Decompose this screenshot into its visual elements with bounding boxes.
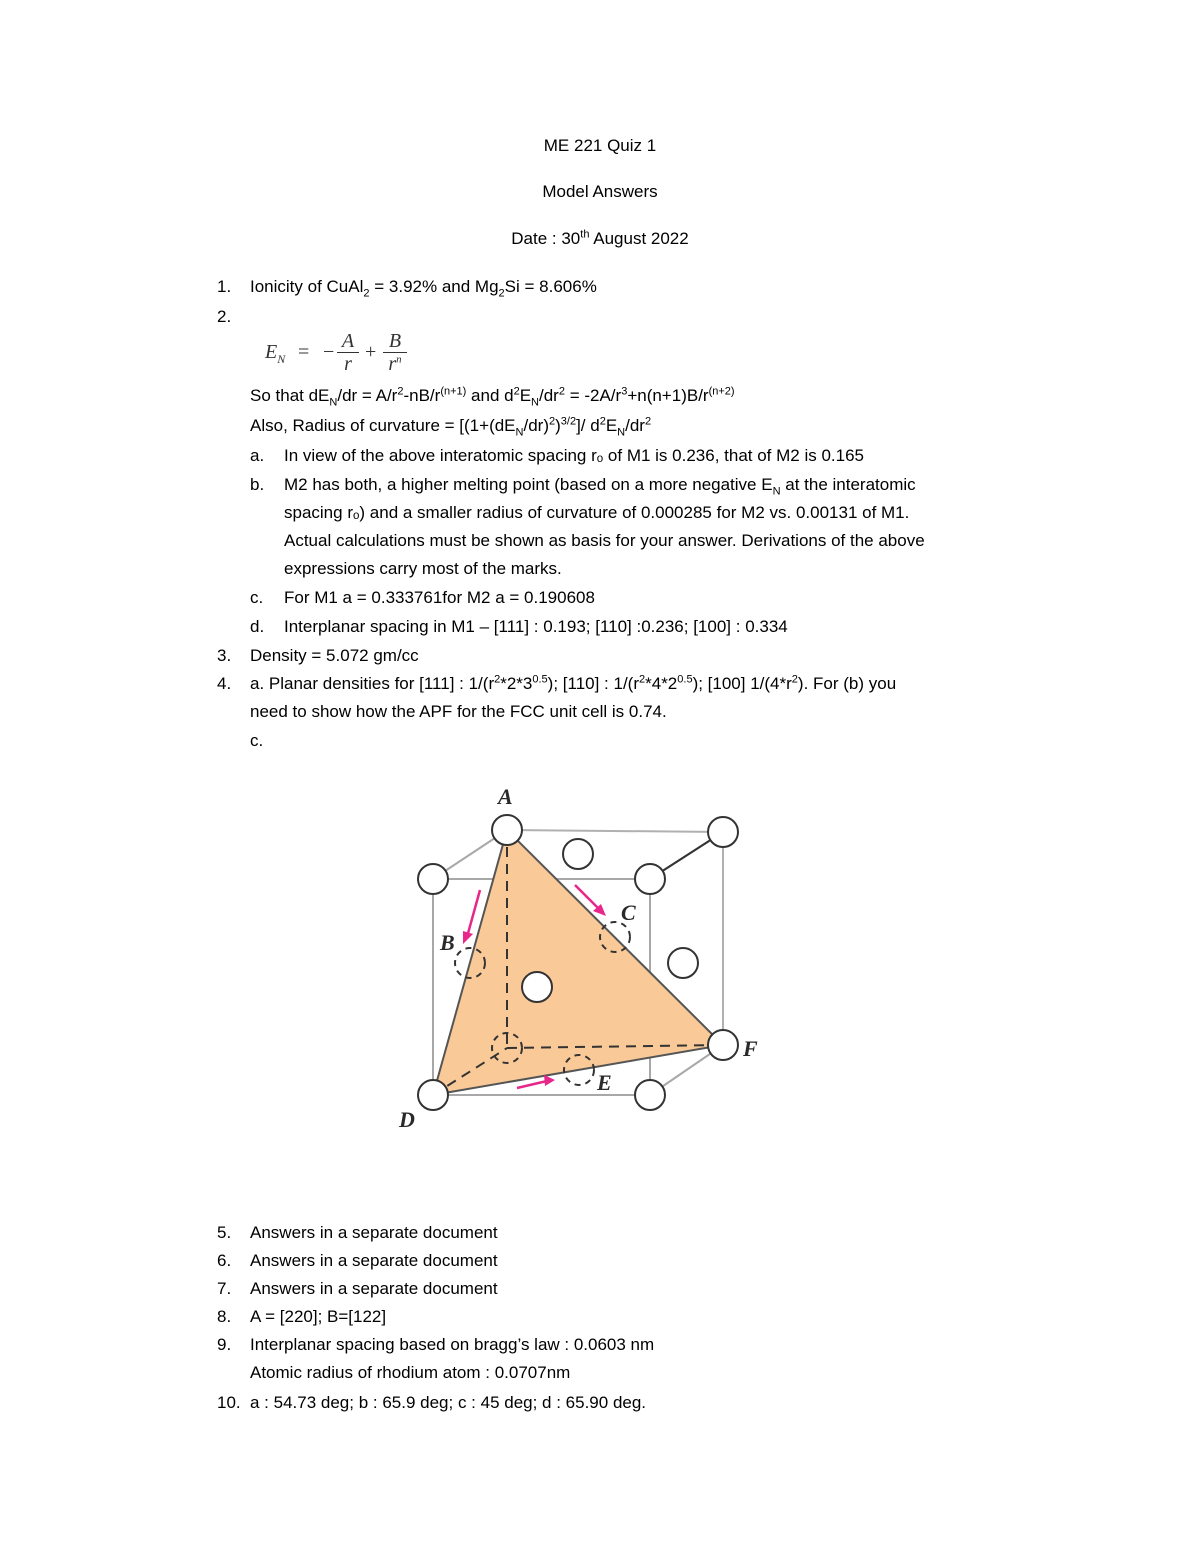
answer-number: 5. [217,1223,232,1242]
answer-number: 6. [217,1251,232,1270]
answer-text: a : 54.73 deg; b : 65.9 deg; c : 45 deg; d : 65.90 deg. [250,1393,647,1412]
q2b-line-2: spacing rₒ) and a smaller radius of curvature of 0.000285 for M2 vs. 0.00131 of M1. [284,503,910,522]
answer-number: 7. [217,1279,232,1298]
q2a-label: a. [250,446,265,465]
answer-number: 8. [217,1307,232,1326]
answer-text: Atomic radius of rhodium atom : 0.0707nm [250,1363,571,1382]
label-C: C [621,900,636,925]
answer-text: Answers in a separate document [250,1279,498,1298]
q3-answer: Density = 5.072 gm/cc [250,646,419,665]
label-E: E [597,1070,612,1095]
fcc-unit-cell-figure [385,780,785,1140]
answer-text: A = [220]; B=[122] [250,1307,387,1326]
q2c-label: c. [250,588,264,607]
q2a-answer: In view of the above interatomic spacing rₒ of M1 is 0.236, that of M2 is 0.165 [284,446,865,465]
answer-text: Answers in a separate document [250,1251,498,1270]
answer-text: Interplanar spacing based on bragg’s law : 0.0603 nm [250,1335,655,1354]
q2d-label: d. [250,617,265,636]
label-F: F [743,1036,758,1061]
atom-A [492,815,522,845]
q4-line-2: need to show how the APF for the FCC unit cell is 0.74. [250,702,667,721]
q1-answer: Ionicity of CuAl$_2$ = 3.92% and $Mg_2Si = 8.606\%$ [250,277,597,300]
doc-title: ME 221 Quiz 1 [543,136,657,155]
q2-number: 2. [217,307,232,326]
atom-front-top-left [418,864,448,894]
q2d-answer: Interplanar spacing in M1 – [111] : 0.193; [110] :0.236; [100] : 0.334 [284,617,788,636]
q1-number: 1. [217,277,232,296]
answer-text: Answers in a separate document [250,1223,498,1242]
q2b-line-1: M2 has both, a higher melting point (based on a more negative $E_N$ at the interatomic [284,475,916,498]
atom-F [708,1030,738,1060]
atom-right-face [668,948,698,978]
q2-curvature-line: Also, Radius of curvature = $[(1+(dE_N/dr)^2)^{3/2}]/$ $d^2E_N/dr^2$ [250,415,652,439]
q2b-label: b. [250,475,265,494]
q4c-label: c. [250,731,264,750]
label-B: B [440,930,455,955]
q2c-answer: For M1 a = 0.333761for M2 a = 0.190608 [284,588,595,607]
atom-D [418,1080,448,1110]
atom-top-face [563,839,593,869]
atom-front-bottom-right [635,1080,665,1110]
atom-front-face [522,972,552,1002]
atom-back-top-right [708,817,738,847]
atom-front-top-right [635,864,665,894]
label-A: A [498,784,513,809]
q2b-line-3: Actual calculations must be shown as basis for your answer. Derivations of the above [284,531,925,550]
answer-number: 10. [217,1393,241,1412]
q2-derivative-line: So that $dE_N/dr = A/r^2-nB/r^{(n+1)}$ and $d^2E_N/dr^2 = -2A/r^3+n(n+1)B/r^{(n+2)}$ [250,385,735,409]
q4-line-1: a. Planar densities for [111] : $1/(r^2*2*3^{0.5})$; [110] : $1/(r^2*4*2^{0.5})$; [100] $1/(4*r^2)$. For (b) you [250,673,897,693]
q4-number: 4. [217,674,232,693]
answer-number: 9. [217,1335,232,1354]
doc-subtitle: Model Answers [542,182,658,201]
q3-number: 3. [217,646,232,665]
q2b-line-4: expressions carry most of the marks. [284,559,562,578]
doc-date: Date : 30th August 2022 [511,228,689,248]
energy-equation: $E_N$ = − $\frac{A}{r}$ + $\frac{B}{r^n}$ [265,328,425,378]
label-D: D [399,1107,415,1132]
